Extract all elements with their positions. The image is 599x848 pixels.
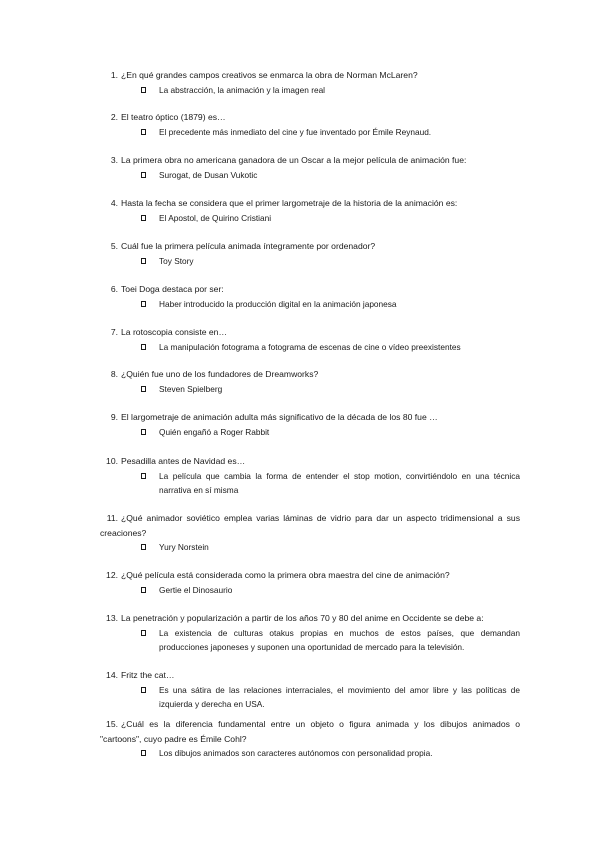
question-label: Toei Doga destaca por ser: [121,284,224,294]
answer-text [100,683,520,712]
answer-text [100,540,520,555]
question-item [100,367,520,396]
question-label: ¿Qué película está considerada como la primera obra maestra del cine de animación? [121,570,450,580]
square-bullet-icon [141,258,146,264]
question-number: 4. [110,198,118,208]
question-number: 1. [110,70,118,80]
answer-text [100,382,520,397]
answer-text [100,425,520,440]
answer-label: Quién engañó a Roger Rabbit [159,426,270,437]
question-text [100,153,520,168]
answer-label: La existencia de culturas otakus propias en muchos de estos países, que demandan producciones japoneses y suponen una oportunidad de mercado para la televisión. [159,627,520,653]
question-text [100,668,520,683]
question-label: La primera obra no americana ganadora de un Oscar a la mejor película de animación fue: [121,155,467,165]
square-bullet-icon [141,386,146,392]
question-number: 11. [106,513,118,523]
question-label: El largometraje de animación adulta más significativo de la década de los 80 fue … [121,412,438,422]
question-item [100,668,520,712]
answer-label: Steven Spielberg [159,383,223,394]
question-item [100,110,520,139]
question-number: 14. [106,670,118,680]
answer-text [100,469,520,498]
answer-label: Los dibujos animados son caracteres autónomos con personalidad propia. [159,748,433,759]
answer-label: Es una sátira de las relaciones interraciales, el movimiento del amor libre y las políticas de izquierda y derecha en USA. [159,684,520,710]
answer-label: Gertie el Dinosaurio [159,584,233,595]
answer-label: La manipulación fotograma a fotograma de escenas de cine o vídeo preexistentes [159,341,461,352]
question-item [100,153,520,182]
square-bullet-icon [141,301,146,307]
answer-label: La abstracción, la animación y la imagen real [159,84,326,95]
square-bullet-icon [141,687,146,693]
question-number: 3. [110,155,118,165]
question-item [100,717,520,761]
question-item [100,611,520,655]
answer-text [100,746,520,761]
answer-label: Toy Story [159,255,194,266]
question-number: 9. [110,412,118,422]
square-bullet-icon [141,587,146,593]
question-number: 12. [106,570,118,580]
question-item [100,511,520,555]
answer-label: La película que cambia la forma de entender el stop motion, convirtiéndolo en una técnica narrativa en sí misma [159,470,520,496]
square-bullet-icon [141,473,146,479]
question-item [100,68,520,97]
question-label: La rotoscopia consiste en… [121,327,228,337]
question-item [100,239,520,268]
square-bullet-icon [141,750,146,756]
question-label: ¿En qué grandes campos creativos se enmarca la obra de Norman McLaren? [121,70,418,80]
question-text [100,367,520,382]
answer-text [100,583,520,598]
answer-label: El Apostol, de Quirino Cristiani [159,212,272,223]
question-number: 10. [106,456,118,466]
answer-text [100,125,520,140]
question-text [100,454,520,469]
question-label: La penetración y popularización a partir de los años 70 y 80 del anime en Occidente se debe a: [121,613,484,623]
question-text [100,110,520,125]
question-text [100,568,520,583]
answer-label: Surogat, de Dusan Vukotic [159,169,258,180]
question-text [100,611,520,626]
square-bullet-icon [141,544,146,550]
question-text [100,325,520,340]
answer-text [100,211,520,226]
answer-text [100,254,520,269]
question-label: ¿Quién fue uno de los fundadores de Dreamworks? [121,369,319,379]
square-bullet-icon [141,87,146,93]
question-number: 13. [106,613,118,623]
square-bullet-icon [141,344,146,350]
question-item [100,196,520,225]
question-label: Hasta la fecha se considera que el primer largometraje de la historia de la animación es: [121,198,458,208]
question-number: 5. [110,241,118,251]
square-bullet-icon [141,630,146,636]
answer-text [100,168,520,183]
square-bullet-icon [141,129,146,135]
answer-label: El precedente más inmediato del cine y fue inventado por Émile Reynaud. [159,126,432,137]
question-number: 8. [110,369,118,379]
square-bullet-icon [141,172,146,178]
question-item [100,282,520,311]
question-label: Fritz the cat… [121,670,175,680]
question-number: 7. [110,327,118,337]
question-item [100,454,520,498]
question-label: ¿Cuál es la diferencia fundamental entre un objeto o figura animada y los dibujos animados o "cartoons", cuyo padre es Émile Cohl? [100,719,520,744]
question-text [100,410,520,425]
answer-label: Haber introducido la producción digital en la animación japonesa [159,298,397,309]
answer-label: Yury Norstein [159,542,209,553]
answer-text [100,83,520,98]
question-text [100,239,520,254]
question-text [100,511,520,540]
square-bullet-icon [141,429,146,435]
question-label: ¿Qué animador soviético emplea varias láminas de vidrio para dar un aspecto tridimensional a sus creaciones? [100,513,520,538]
question-text [100,196,520,211]
question-item [100,325,520,354]
question-number: 2. [110,112,118,122]
question-label: Cuál fue la primera película animada íntegramente por ordenador? [121,241,376,251]
question-number: 6. [110,284,118,294]
square-bullet-icon [141,215,146,221]
question-item [100,568,520,597]
question-text [100,282,520,297]
question-text [100,717,520,746]
answer-text [100,626,520,655]
question-label: Pesadilla antes de Navidad es… [121,456,246,466]
answer-text [100,297,520,312]
question-text [100,68,520,83]
answer-text [100,340,520,355]
question-number: 15. [106,719,118,729]
question-label: El teatro óptico (1879) es… [121,112,226,122]
question-item [100,410,520,439]
